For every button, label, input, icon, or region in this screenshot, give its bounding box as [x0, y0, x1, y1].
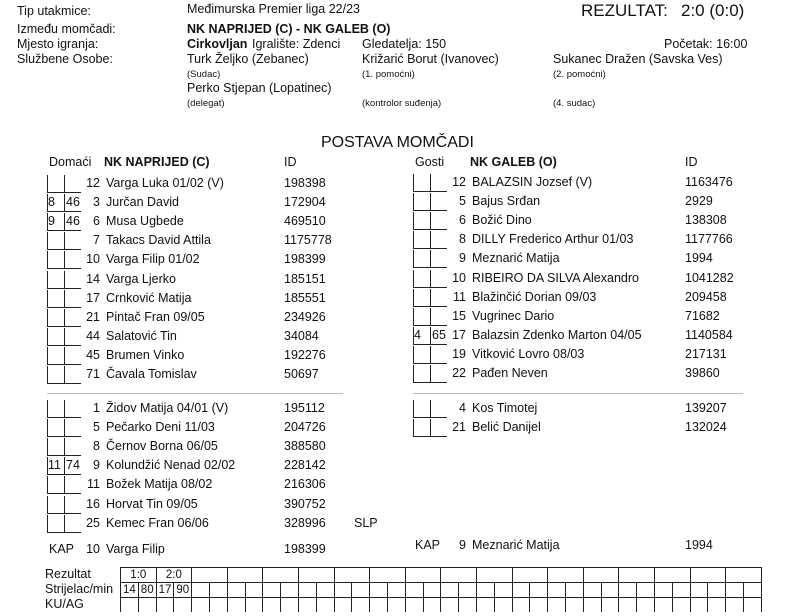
- home-starter-player-id: 34084: [284, 328, 319, 343]
- home-sub-sub-box: [47, 496, 64, 514]
- home-sub-player-id: 390752: [284, 496, 326, 511]
- away-starter-player-id: 1041282: [685, 270, 734, 285]
- scorer-cell: 90: [173, 582, 191, 597]
- ku-cell: [262, 597, 280, 612]
- away-starter-sub-minute: 65: [432, 327, 446, 342]
- scorer-cell: [245, 582, 263, 597]
- scorer-cell: [547, 582, 565, 597]
- scorer-cell: [369, 582, 387, 597]
- home-starter-player-name: Varga Luka 01/02 (V): [106, 176, 224, 190]
- ku-cell: [725, 597, 743, 612]
- away-starter-sub-box: [413, 308, 430, 326]
- home-sub-player-id: 195112: [284, 401, 325, 415]
- away-starter-sub-box: [413, 289, 430, 307]
- home-sub-shirt-number: 8: [93, 439, 100, 454]
- ku-cell: [601, 597, 619, 612]
- ku-cell: [494, 597, 512, 612]
- home-sub-sub-number: 11: [48, 458, 61, 473]
- home-sub-player-name: Pečarko Deni 11/03: [106, 420, 215, 435]
- teams-value: NK NAPRIJED (C) - NK GALEB (O): [187, 22, 391, 36]
- scorer-cell: [227, 582, 245, 597]
- home-starter-sub-box: [47, 366, 64, 384]
- kickoff-time: Početak: 16:00: [664, 37, 748, 51]
- fourth-official-role: (4. sudac): [553, 98, 596, 109]
- scorer-cell: [423, 582, 441, 597]
- home-starter-player-name: Takacs David Attila: [106, 233, 211, 248]
- home-starter-shirt-number: 3: [93, 195, 100, 210]
- scorer-cell: [654, 582, 672, 597]
- away-starter-player-id: 71682: [685, 308, 720, 323]
- home-starter-shirt-number: 45: [86, 347, 100, 362]
- away-starter-shirt-number: 22: [452, 366, 466, 380]
- away-starter-shirt-number: 9: [459, 251, 466, 266]
- home-starter-shirt-number: 7: [93, 233, 100, 248]
- result-cell: 2:0: [156, 567, 192, 582]
- scorer-cell: [601, 582, 619, 597]
- home-sub-player-id: 204726: [284, 420, 326, 435]
- home-starter-sub-number: 8: [48, 195, 55, 210]
- home-starter-sub-minute: 46: [66, 195, 80, 210]
- result-cell: [618, 567, 654, 582]
- result-cell: [725, 567, 761, 582]
- home-sub-player-name: Horvat Tin 09/05: [106, 496, 198, 511]
- ku-cell: [209, 597, 227, 612]
- home-sub-player-id: 388580: [284, 439, 326, 454]
- home-sub-sub-box: [47, 515, 64, 533]
- result-cell: [547, 567, 583, 582]
- away-starter-player-name: Božić Dino: [472, 213, 532, 228]
- score-grid-right-edge: [761, 567, 762, 612]
- away-starter-shirt-number: 5: [459, 194, 466, 209]
- result-cell: [191, 567, 227, 582]
- home-starter-player-name: Varga Filip 01/02: [106, 252, 200, 267]
- scorer-cell: 14: [120, 582, 138, 597]
- assistant2-role: (2. pomoćni): [553, 69, 606, 80]
- home-captain-label: KAP: [49, 542, 75, 556]
- away-starter-shirt-number: 12: [452, 175, 466, 189]
- home-starter-player-name: Pintač Fran 09/05: [106, 309, 205, 324]
- home-sub-sub-box: [47, 476, 64, 494]
- home-starter-player-name: Varga Ljerko: [106, 271, 176, 286]
- home-starter-player-id: 172904: [284, 195, 326, 210]
- match-type-value: Međimurska Premier liga 22/23: [187, 2, 360, 16]
- score-row-label-scorer: Strijelac/min: [45, 582, 114, 596]
- home-starter-player-id: 198398: [284, 176, 326, 190]
- away-starter-sub-box: [413, 250, 430, 268]
- scorer-cell: [351, 582, 369, 597]
- scorer-cell: [280, 582, 298, 597]
- away-side-label: Gosti: [415, 155, 445, 169]
- away-starter-sub-box: [413, 193, 430, 211]
- scorer-cell: [209, 582, 227, 597]
- home-id-header: ID: [284, 155, 297, 169]
- home-starter-player-name: Jurčan David: [106, 195, 179, 210]
- ku-cell: [690, 597, 708, 612]
- assistant2-name: Sukanec Dražen (Savska Ves): [553, 52, 723, 66]
- home-starter-shirt-number: 71: [86, 367, 100, 381]
- away-starter-player-name: BALAZSIN Jozsef (V): [472, 175, 593, 189]
- away-starter-sub-box: [413, 212, 430, 230]
- home-starter-sub-box: [47, 347, 64, 365]
- scorer-cell: [583, 582, 601, 597]
- home-captain-name: Varga Filip: [106, 542, 165, 556]
- scorer-cell: [707, 582, 725, 597]
- home-sub-player-id: 216306: [284, 477, 326, 492]
- home-starter-player-id: 234926: [284, 309, 326, 324]
- scorer-cell: [494, 582, 512, 597]
- home-sub-player-name: Božek Matija 08/02: [106, 477, 213, 492]
- ku-cell: [547, 597, 565, 612]
- home-starter-player-name: Salatović Tin: [106, 328, 177, 343]
- home-sub-shirt-number: 16: [86, 496, 100, 511]
- home-sub-player-name: Kemec Fran 06/06: [106, 515, 209, 530]
- home-starter-sub-minute: 46: [66, 214, 80, 229]
- home-starter-sub-number: 9: [48, 214, 55, 229]
- away-starter-shirt-number: 17: [452, 327, 466, 342]
- ku-cell: [458, 597, 476, 612]
- home-starter-player-id: 198399: [284, 252, 326, 267]
- home-starter-sub-box: [47, 251, 64, 269]
- away-captain-number: 9: [459, 538, 466, 552]
- home-sub-player-name: Kolundžić Nenad 02/02: [106, 458, 236, 473]
- ku-cell: [618, 597, 636, 612]
- away-starter-sub-box: [413, 174, 430, 192]
- ku-cell: [369, 597, 387, 612]
- scorer-cell: [387, 582, 405, 597]
- away-starter-player-id: 2929: [685, 194, 713, 209]
- ku-cell: [173, 597, 191, 612]
- result-cell: [405, 567, 441, 582]
- home-starter-shirt-number: 12: [86, 176, 100, 190]
- home-starter-sub-box: [47, 271, 64, 289]
- home-starter-player-name: Brumen Vinko: [106, 347, 185, 362]
- scorer-cell: [618, 582, 636, 597]
- home-starter-player-id: 185151: [284, 271, 326, 286]
- scorer-cell: [440, 582, 458, 597]
- ku-cell: [227, 597, 245, 612]
- home-starter-sub-box: [47, 290, 64, 308]
- scorer-cell: [725, 582, 743, 597]
- result-cell: [476, 567, 512, 582]
- home-sub-player-id: 328996: [284, 515, 326, 530]
- result-cell: [262, 567, 298, 582]
- away-sub-player-name: Belić Danijel: [472, 420, 541, 435]
- home-captain-id: 198399: [284, 542, 326, 556]
- scorer-cell: [191, 582, 209, 597]
- scorer-cell: [672, 582, 690, 597]
- home-captain-number: 10: [86, 542, 100, 556]
- home-sub-shirt-number: 5: [93, 420, 100, 435]
- ku-cell: [654, 597, 672, 612]
- home-sub-shirt-number: 1: [93, 401, 100, 415]
- home-sub-shirt-number: 9: [93, 458, 100, 473]
- ku-cell: [636, 597, 654, 612]
- away-starter-sub-box: [413, 365, 430, 383]
- ku-cell: [529, 597, 547, 612]
- result-label: REZULTAT:: [581, 1, 668, 20]
- ku-cell: [440, 597, 458, 612]
- assistant1-name: Križarić Borut (Ivanovec): [362, 52, 499, 66]
- scorer-cell: [262, 582, 280, 597]
- ku-cell: [387, 597, 405, 612]
- home-starter-shirt-number: 6: [93, 214, 100, 229]
- away-starter-shirt-number: 11: [453, 289, 466, 304]
- home-sub-shirt-number: 25: [86, 515, 100, 530]
- ku-cell: [476, 597, 494, 612]
- away-starter-shirt-number: 10: [452, 270, 466, 285]
- away-starter-player-id: 1994: [685, 251, 713, 266]
- result-cell: [440, 567, 476, 582]
- ku-cell: [672, 597, 690, 612]
- teams-label: Između momčadi:: [17, 22, 116, 36]
- home-starter-player-id: 1175778: [284, 233, 332, 248]
- home-starter-player-id: 469510: [284, 214, 326, 229]
- result-cell: 1:0: [120, 567, 156, 582]
- home-sub-player-name: Židov Matija 04/01 (V): [106, 401, 229, 415]
- away-sub-shirt-number: 21: [452, 420, 466, 435]
- scorer-cell: [316, 582, 334, 597]
- away-sub-player-id: 132024: [685, 420, 727, 435]
- scorer-cell: [565, 582, 583, 597]
- away-captain-label: KAP: [415, 538, 441, 552]
- ku-cell: [405, 597, 423, 612]
- away-starter-player-id: 1163476: [685, 175, 733, 189]
- ku-cell: [334, 597, 352, 612]
- ku-cell: [707, 597, 725, 612]
- scorer-cell: 17: [156, 582, 174, 597]
- home-sub-sub-box: [47, 438, 64, 456]
- home-starter-player-name: Crnković Matija: [106, 290, 192, 305]
- ku-cell: [120, 597, 138, 612]
- pitch-value: Igralište: Zdenci: [252, 37, 341, 51]
- home-starter-shirt-number: 17: [86, 290, 100, 305]
- venue-label: Mjesto igranja:: [17, 37, 99, 51]
- away-captain-name: Meznarić Matija: [472, 538, 560, 552]
- ku-cell: [191, 597, 209, 612]
- assistant1-role: (1. pomoćni): [362, 69, 415, 80]
- result-cell: [369, 567, 405, 582]
- away-starter-player-id: 138308: [685, 213, 727, 228]
- delegate-name: Perko Stjepan (Lopatinec): [187, 81, 332, 95]
- away-starter-sub-box: [413, 270, 430, 288]
- supervisor-role: (kontrolor suđenja): [362, 98, 442, 109]
- away-starter-player-name: RIBEIRO DA SILVA Alexandro: [472, 270, 639, 285]
- ku-cell: [138, 597, 156, 612]
- away-id-header: ID: [685, 155, 698, 169]
- home-starter-player-name: Musa Ugbede: [106, 214, 184, 229]
- away-starter-player-id: 1177766: [685, 232, 733, 247]
- away-starter-player-id: 217131: [685, 346, 727, 361]
- away-starter-player-name: DILLY Frederico Arthur 01/03: [472, 232, 634, 247]
- ku-cell: [298, 597, 316, 612]
- away-starter-sub-box: [413, 346, 430, 364]
- home-sub-sub-minute: 74: [66, 458, 80, 473]
- away-starter-player-name: Blažinčić Dorian 09/03: [472, 289, 597, 304]
- ku-cell: [280, 597, 298, 612]
- scorer-cell: [690, 582, 708, 597]
- home-side-label: Domaći: [49, 155, 92, 169]
- home-sub-player-note: SLP: [354, 515, 378, 530]
- scorer-cell: [636, 582, 654, 597]
- scorer-cell: [529, 582, 547, 597]
- away-sub-shirt-number: 4: [459, 401, 466, 415]
- away-starter-player-id: 209458: [685, 289, 727, 304]
- home-starter-sub-box: [47, 175, 64, 193]
- home-starter-sub-box: [47, 232, 64, 250]
- home-sub-shirt-number: 11: [87, 477, 100, 492]
- result-value: 2:0 (0:0): [681, 1, 745, 20]
- away-starter-shirt-number: 15: [452, 308, 466, 323]
- result-cell: [690, 567, 726, 582]
- result-cell: [583, 567, 619, 582]
- away-sub-sub-box: [413, 400, 430, 418]
- delegate-role: (delegat): [187, 98, 225, 109]
- home-starter-player-id: 192276: [284, 347, 326, 362]
- ku-cell: [156, 597, 174, 612]
- home-sub-player-name: Černov Borna 06/05: [106, 439, 218, 454]
- ku-cell: [743, 597, 761, 612]
- home-starter-player-id: 185551: [284, 290, 326, 305]
- home-starter-player-id: 50697: [284, 367, 319, 381]
- home-starter-player-name: Čavala Tomislav: [106, 367, 197, 381]
- away-sub-sub-box: [413, 419, 430, 437]
- away-divider: [413, 393, 743, 394]
- score-row-label-ku: KU/AG: [45, 597, 84, 611]
- result-cell: [227, 567, 263, 582]
- score-row-label-result: Rezultat: [45, 567, 91, 581]
- away-team-name: NK GALEB (O): [470, 155, 557, 169]
- scorer-cell: [298, 582, 316, 597]
- result-cell: [334, 567, 370, 582]
- ku-cell: [423, 597, 441, 612]
- ku-cell: [565, 597, 583, 612]
- away-starter-sub-box: [413, 231, 430, 249]
- result-cell: [512, 567, 548, 582]
- ku-cell: [512, 597, 530, 612]
- away-starter-player-name: Pađen Neven: [472, 366, 548, 380]
- home-starter-shirt-number: 10: [86, 252, 100, 267]
- venue-value: Cirkovljan: [187, 37, 248, 51]
- away-starter-shirt-number: 6: [459, 213, 466, 228]
- home-team-name: NK NAPRIJED (C): [104, 155, 210, 169]
- home-sub-sub-box: [47, 419, 64, 437]
- officials-label: Službene Osobe:: [17, 52, 113, 66]
- away-starter-player-name: Bajus Srđan: [472, 194, 541, 209]
- home-starter-sub-box: [47, 328, 64, 346]
- scorer-cell: [512, 582, 530, 597]
- away-starter-player-name: Vugrinec Dario: [472, 308, 555, 323]
- home-starter-shirt-number: 14: [86, 271, 100, 286]
- ku-cell: [351, 597, 369, 612]
- referee-role: (Sudac): [187, 69, 221, 80]
- scorer-cell: [743, 582, 761, 597]
- ku-cell: [245, 597, 263, 612]
- spectators-value: Gledatelja: 150: [362, 37, 447, 51]
- away-sub-player-name: Kos Timotej: [472, 401, 538, 415]
- scorer-cell: [405, 582, 423, 597]
- lineup-title: POSTAVA MOMČADI: [321, 134, 474, 151]
- ku-cell: [316, 597, 334, 612]
- home-sub-player-id: 228142: [284, 458, 326, 473]
- away-starter-sub-number: 4: [414, 327, 421, 342]
- home-starter-shirt-number: 44: [86, 328, 100, 343]
- ku-cell: [583, 597, 601, 612]
- result-cell: [654, 567, 690, 582]
- away-sub-player-id: 139207: [685, 401, 727, 415]
- away-starter-player-name: Balazsin Zdenko Marton 04/05: [472, 327, 642, 342]
- home-starter-shirt-number: 21: [86, 309, 100, 324]
- away-starter-player-name: Meznarić Matija: [472, 251, 560, 266]
- away-starter-player-name: Vitković Lovro 08/03: [472, 346, 585, 361]
- scorer-cell: [476, 582, 494, 597]
- scorer-cell: 80: [138, 582, 156, 597]
- away-captain-id: 1994: [685, 538, 713, 552]
- away-starter-player-id: 39860: [685, 366, 720, 380]
- away-starter-shirt-number: 8: [459, 232, 466, 247]
- scorer-cell: [334, 582, 352, 597]
- home-divider: [47, 393, 343, 394]
- result-cell: [298, 567, 334, 582]
- home-starter-sub-box: [47, 309, 64, 327]
- home-sub-sub-box: [47, 400, 64, 418]
- referee-name: Turk Željko (Zebanec): [187, 52, 309, 66]
- away-starter-shirt-number: 19: [452, 346, 466, 361]
- match-type-label: Tip utakmice:: [17, 4, 91, 18]
- scorer-cell: [458, 582, 476, 597]
- away-starter-player-id: 1140584: [685, 327, 733, 342]
